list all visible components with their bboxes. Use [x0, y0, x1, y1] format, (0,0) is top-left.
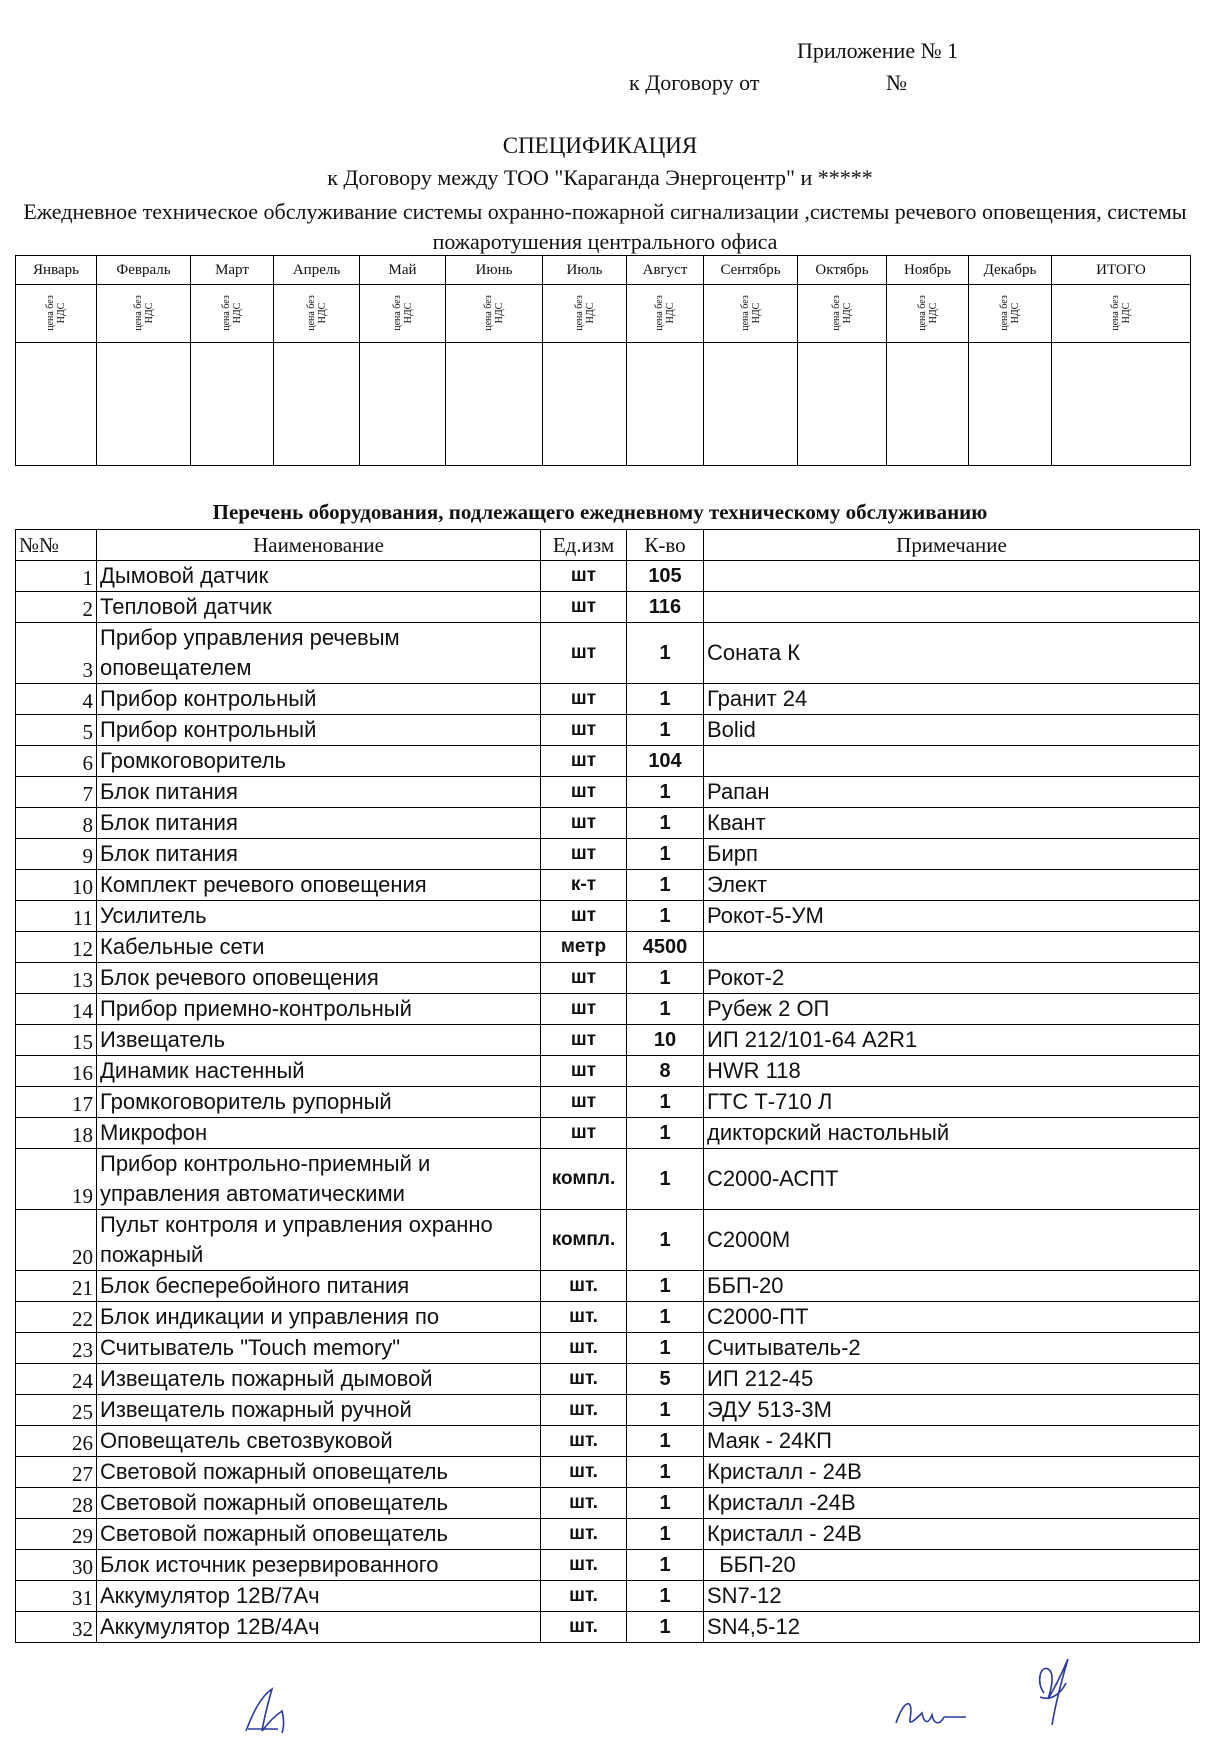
price-without-vat-label: цена без НДС [1109, 294, 1132, 331]
table-row [16, 1302, 1200, 1333]
item-name: Прибор контрольный [97, 715, 541, 746]
item-name: Извещатель [97, 1025, 541, 1056]
item-quantity: 1 [627, 870, 704, 901]
month-header: ИТОГО [1052, 256, 1191, 285]
table-row [16, 1612, 1200, 1643]
item-quantity: 1 [627, 1333, 704, 1364]
item-unit: шт [541, 715, 627, 746]
item-note: ББП-20 [704, 1550, 1200, 1581]
item-quantity: 105 [627, 561, 704, 592]
table-row [16, 684, 1200, 715]
item-name: Аккумулятор 12В/7Ач [97, 1581, 541, 1612]
item-quantity: 1 [627, 1488, 704, 1519]
item-unit: шт [541, 684, 627, 715]
item-name: Считыватель "Touch memory" [97, 1333, 541, 1364]
item-name: Блок индикации и управления по [97, 1302, 541, 1333]
item-note: Рокот-2 [704, 963, 1200, 994]
item-unit: шт. [541, 1550, 627, 1581]
price-value-cell[interactable] [969, 343, 1052, 466]
item-quantity: 1 [627, 684, 704, 715]
price-value-cell[interactable] [543, 343, 627, 466]
price-value-row [16, 343, 1191, 466]
signature-right [1030, 1653, 1080, 1728]
price-without-vat-label: цена без НДС [391, 294, 414, 331]
item-name: Комплект речевого оповещения [97, 870, 541, 901]
item-note: SN4,5-12 [704, 1612, 1200, 1643]
item-quantity: 8 [627, 1056, 704, 1087]
price-label-cell [16, 285, 97, 343]
item-note: Элект [704, 870, 1200, 901]
price-value-cell[interactable] [798, 343, 887, 466]
item-quantity: 116 [627, 592, 704, 623]
item-note: ИП 212-45 [704, 1364, 1200, 1395]
item-unit: шт. [541, 1395, 627, 1426]
table-row [16, 746, 1200, 777]
table-row [16, 623, 1200, 684]
month-header-row [16, 256, 1191, 285]
price-label-row [16, 285, 1191, 343]
item-note: Квант [704, 808, 1200, 839]
item-unit: шт [541, 746, 627, 777]
item-quantity: 1 [627, 963, 704, 994]
table-row [16, 1519, 1200, 1550]
row-number: 19 [16, 1149, 97, 1210]
item-name: Блок источник резервированного [97, 1550, 541, 1581]
table-row [16, 1118, 1200, 1149]
price-label-cell [191, 285, 274, 343]
table-row [16, 1550, 1200, 1581]
price-label-cell [543, 285, 627, 343]
table-row [16, 901, 1200, 932]
item-name: Световой пожарный оповещатель [97, 1488, 541, 1519]
item-unit: шт. [541, 1271, 627, 1302]
month-header: Январь [16, 256, 97, 285]
item-note: Бирп [704, 839, 1200, 870]
row-number: 20 [16, 1210, 97, 1271]
item-name: Прибор контрольно-приемный и управления автоматическими [97, 1149, 541, 1210]
month-header: Февраль [97, 256, 191, 285]
item-unit: шт [541, 592, 627, 623]
item-unit: шт. [541, 1364, 627, 1395]
item-unit: шт [541, 994, 627, 1025]
row-number: 7 [16, 777, 97, 808]
price-without-vat-label: цена без НДС [998, 294, 1021, 331]
row-number: 12 [16, 932, 97, 963]
price-value-cell[interactable] [97, 343, 191, 466]
row-number: 29 [16, 1519, 97, 1550]
price-label-cell [969, 285, 1052, 343]
price-value-cell[interactable] [274, 343, 360, 466]
item-unit: компл. [541, 1210, 627, 1271]
item-quantity: 1 [627, 1087, 704, 1118]
table-row [16, 1457, 1200, 1488]
item-note: Рубеж 2 ОП [704, 994, 1200, 1025]
item-unit: шт. [541, 1302, 627, 1333]
month-header: Март [191, 256, 274, 285]
row-number: 10 [16, 870, 97, 901]
row-number: 14 [16, 994, 97, 1025]
month-header: Июль [543, 256, 627, 285]
table-row [16, 1210, 1200, 1271]
row-number: 25 [16, 1395, 97, 1426]
table-row [16, 1333, 1200, 1364]
item-note [704, 746, 1200, 777]
item-unit: шт. [541, 1426, 627, 1457]
item-quantity: 1 [627, 1519, 704, 1550]
month-header: Май [360, 256, 446, 285]
item-unit: метр [541, 932, 627, 963]
item-quantity: 104 [627, 746, 704, 777]
price-value-cell[interactable] [704, 343, 798, 466]
item-unit: к-т [541, 870, 627, 901]
row-number: 9 [16, 839, 97, 870]
item-name: Усилитель [97, 901, 541, 932]
table-row [16, 715, 1200, 746]
header-note: Примечание [704, 530, 1200, 561]
equipment-list-title: Перечень оборудования, подлежащего ежедневному техническому обслуживанию [212, 500, 988, 524]
item-note: ИП 212/101-64 A2R1 [704, 1025, 1200, 1056]
annex-label: Приложение № 1 [797, 38, 959, 63]
item-note: Маяк - 24КП [704, 1426, 1200, 1457]
month-header: Август [627, 256, 704, 285]
item-note: ББП-20 [704, 1271, 1200, 1302]
item-quantity: 1 [627, 1395, 704, 1426]
item-note: SN7-12 [704, 1581, 1200, 1612]
item-unit: шт. [541, 1581, 627, 1612]
row-number: 21 [16, 1271, 97, 1302]
item-name: Тепловой датчик [97, 592, 541, 623]
table-row [16, 592, 1200, 623]
price-value-cell[interactable] [1052, 343, 1191, 466]
price-value-cell[interactable] [360, 343, 446, 466]
item-name: Блок питания [97, 808, 541, 839]
item-unit: шт [541, 901, 627, 932]
table-row [16, 1581, 1200, 1612]
table-row [16, 839, 1200, 870]
item-quantity: 1 [627, 1426, 704, 1457]
item-note: Рапан [704, 777, 1200, 808]
item-quantity: 1 [627, 777, 704, 808]
monthly-price-table [15, 255, 1191, 466]
table-row [16, 1149, 1200, 1210]
item-name: Блок питания [97, 777, 541, 808]
table-row [16, 932, 1200, 963]
item-unit: шт. [541, 1333, 627, 1364]
row-number: 15 [16, 1025, 97, 1056]
item-quantity: 1 [627, 623, 704, 684]
row-number: 26 [16, 1426, 97, 1457]
price-without-vat-label: цена без НДС [132, 294, 155, 331]
price-label-cell [274, 285, 360, 343]
row-number: 18 [16, 1118, 97, 1149]
item-name: Прибор приемно-контрольный [97, 994, 541, 1025]
table-row [16, 808, 1200, 839]
item-quantity: 5 [627, 1364, 704, 1395]
item-name: Оповещатель светозвуковой [97, 1426, 541, 1457]
item-quantity: 1 [627, 1210, 704, 1271]
item-note [704, 561, 1200, 592]
item-unit: шт [541, 777, 627, 808]
row-number: 17 [16, 1087, 97, 1118]
month-header: Ноябрь [887, 256, 969, 285]
price-label-cell [704, 285, 798, 343]
item-note: HWR 118 [704, 1056, 1200, 1087]
signature-middle [892, 1693, 972, 1733]
item-unit: шт [541, 1025, 627, 1056]
item-quantity: 1 [627, 1302, 704, 1333]
item-name: Извещатель пожарный ручной [97, 1395, 541, 1426]
item-quantity: 10 [627, 1025, 704, 1056]
equipment-header-row [16, 530, 1200, 561]
month-header: Июнь [446, 256, 543, 285]
item-unit: шт. [541, 1612, 627, 1643]
signature-left [238, 1685, 308, 1735]
price-label-cell [446, 285, 543, 343]
item-name: Дымовой датчик [97, 561, 541, 592]
header-quantity: К-во [627, 530, 704, 561]
item-note [704, 932, 1200, 963]
row-number: 24 [16, 1364, 97, 1395]
item-note: Кристалл - 24В [704, 1457, 1200, 1488]
item-unit: шт. [541, 1457, 627, 1488]
price-without-vat-label: цена без НДС [44, 294, 67, 331]
price-value-cell[interactable] [627, 343, 704, 466]
table-row [16, 561, 1200, 592]
price-without-vat-label: цена без НДС [482, 294, 505, 331]
item-unit: шт [541, 808, 627, 839]
item-name: Динамик настенный [97, 1056, 541, 1087]
page-title: СПЕЦИФИКАЦИЯ [502, 133, 698, 158]
price-without-vat-label: цена без НДС [916, 294, 939, 331]
item-name: Извещатель пожарный дымовой [97, 1364, 541, 1395]
item-note: Рокот-5-УМ [704, 901, 1200, 932]
table-row [16, 1364, 1200, 1395]
item-unit: шт [541, 1056, 627, 1087]
item-note: С2000-АСПТ [704, 1149, 1200, 1210]
month-header: Сентябрь [704, 256, 798, 285]
row-number: 32 [16, 1612, 97, 1643]
price-label-cell [798, 285, 887, 343]
price-without-vat-label: цена без НДС [739, 294, 762, 331]
row-number: 22 [16, 1302, 97, 1333]
item-unit: шт [541, 839, 627, 870]
item-quantity: 1 [627, 1149, 704, 1210]
row-number: 2 [16, 592, 97, 623]
price-without-vat-label: цена без НДС [653, 294, 676, 331]
item-note: ЭДУ 513-3М [704, 1395, 1200, 1426]
item-note: Кристалл - 24В [704, 1519, 1200, 1550]
item-note: дикторский настольный [704, 1118, 1200, 1149]
row-number: 3 [16, 623, 97, 684]
item-quantity: 1 [627, 1118, 704, 1149]
price-value-cell[interactable] [16, 343, 97, 466]
item-note: Считыватель-2 [704, 1333, 1200, 1364]
row-number: 8 [16, 808, 97, 839]
row-number: 16 [16, 1056, 97, 1087]
price-label-cell [887, 285, 969, 343]
item-note: С2000-ПТ [704, 1302, 1200, 1333]
item-unit: шт [541, 1087, 627, 1118]
table-row [16, 1271, 1200, 1302]
item-quantity: 1 [627, 808, 704, 839]
contract-reference: к Договору от № [629, 70, 907, 95]
row-number: 4 [16, 684, 97, 715]
item-name: Пульт контроля и управления охранно пожарный [97, 1210, 541, 1271]
price-value-cell[interactable] [446, 343, 543, 466]
row-number: 30 [16, 1550, 97, 1581]
item-name: Кабельные сети [97, 932, 541, 963]
item-note: Соната К [704, 623, 1200, 684]
price-label-cell [360, 285, 446, 343]
item-note [704, 592, 1200, 623]
item-name: Аккумулятор 12В/4Ач [97, 1612, 541, 1643]
row-number: 31 [16, 1581, 97, 1612]
item-unit: шт [541, 561, 627, 592]
item-name: Громкоговоритель [97, 746, 541, 777]
price-value-cell[interactable] [191, 343, 274, 466]
item-note: Bolid [704, 715, 1200, 746]
price-without-vat-label: цена без НДС [830, 294, 853, 331]
item-unit: шт [541, 1118, 627, 1149]
row-number: 5 [16, 715, 97, 746]
price-without-vat-label: цена без НДС [220, 294, 243, 331]
price-label-cell [1052, 285, 1191, 343]
item-quantity: 1 [627, 901, 704, 932]
row-number: 1 [16, 561, 97, 592]
table-row [16, 870, 1200, 901]
equipment-table [15, 529, 1200, 1643]
table-row [16, 994, 1200, 1025]
item-quantity: 1 [627, 1457, 704, 1488]
item-name: Блок питания [97, 839, 541, 870]
price-label-cell [627, 285, 704, 343]
item-note: Кристалл -24В [704, 1488, 1200, 1519]
item-unit: шт. [541, 1488, 627, 1519]
item-name: Блок речевого оповещения [97, 963, 541, 994]
row-number: 13 [16, 963, 97, 994]
table-row [16, 1056, 1200, 1087]
item-name: Блок бесперебойного питания [97, 1271, 541, 1302]
row-number: 6 [16, 746, 97, 777]
item-quantity: 1 [627, 1612, 704, 1643]
item-note: С2000М [704, 1210, 1200, 1271]
table-row [16, 963, 1200, 994]
item-name: Микрофон [97, 1118, 541, 1149]
table-row [16, 1426, 1200, 1457]
price-label-cell [97, 285, 191, 343]
item-name: Световой пожарный оповещатель [97, 1457, 541, 1488]
item-unit: компл. [541, 1149, 627, 1210]
table-row [16, 1025, 1200, 1056]
item-quantity: 4500 [627, 932, 704, 963]
table-row [16, 1488, 1200, 1519]
header-number: №№ [16, 530, 97, 561]
month-header: Апрель [274, 256, 360, 285]
item-unit: шт [541, 623, 627, 684]
item-quantity: 1 [627, 1271, 704, 1302]
item-note: Гранит 24 [704, 684, 1200, 715]
item-quantity: 1 [627, 839, 704, 870]
row-number: 11 [16, 901, 97, 932]
service-description: Ежедневное техническое обслуживание системы охранно-пожарной сигнализации ,системы речевого оповещения, системы пожаротушения центрального офиса [23, 199, 1187, 254]
item-name: Световой пожарный оповещатель [97, 1519, 541, 1550]
table-row [16, 777, 1200, 808]
price-without-vat-label: цена без НДС [305, 294, 328, 331]
table-row [16, 1087, 1200, 1118]
item-quantity: 1 [627, 1581, 704, 1612]
item-quantity: 1 [627, 994, 704, 1025]
item-name: Прибор контрольный [97, 684, 541, 715]
header-unit: Ед.изм [541, 530, 627, 561]
item-note: ГТС Т-710 Л [704, 1087, 1200, 1118]
item-unit: шт [541, 963, 627, 994]
price-value-cell[interactable] [887, 343, 969, 466]
header-name: Наименование [97, 530, 541, 561]
row-number: 23 [16, 1333, 97, 1364]
month-header: Октябрь [798, 256, 887, 285]
item-quantity: 1 [627, 715, 704, 746]
row-number: 28 [16, 1488, 97, 1519]
row-number: 27 [16, 1457, 97, 1488]
item-quantity: 1 [627, 1550, 704, 1581]
item-name: Громкоговоритель рупорный [97, 1087, 541, 1118]
page-subtitle: к Договору между ТОО "Караганда Энергоцентр" и ***** [327, 165, 873, 190]
price-without-vat-label: цена без НДС [573, 294, 596, 331]
item-name: Прибор управления речевым оповещателем [97, 623, 541, 684]
item-unit: шт. [541, 1519, 627, 1550]
table-row [16, 1395, 1200, 1426]
month-header: Декабрь [969, 256, 1052, 285]
